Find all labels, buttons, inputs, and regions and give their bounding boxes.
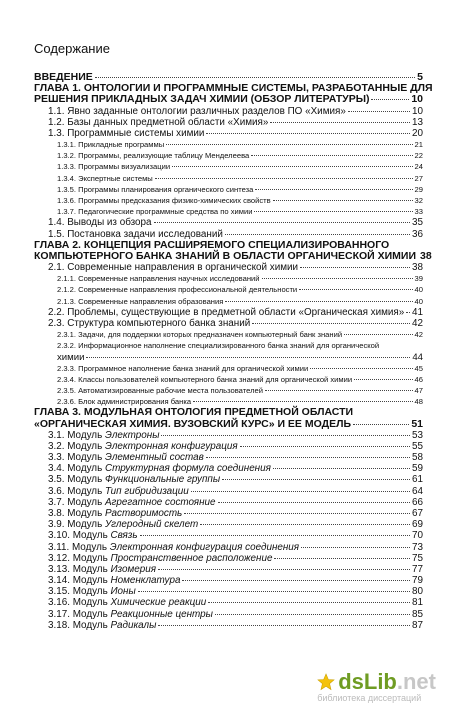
toc-entry-title: 2.3. Структура компьютерного банка знаний [48, 317, 251, 329]
toc-entry-number: 3.8. Модуль [48, 508, 103, 520]
toc-entry [48, 229, 423, 240]
dot-leader [218, 492, 411, 503]
dot-leader [371, 89, 409, 100]
dot-leader [206, 123, 410, 134]
toc-module-name: Радикалы [110, 619, 157, 631]
toc-entry-title: 1.3.5. Программы планирования органического синтеза [57, 184, 254, 194]
toc-page-number: 80 [412, 586, 423, 598]
dot-leader [310, 358, 412, 369]
toc-entry-title: 1.4. Выводы из обзора [48, 217, 152, 229]
toc-module-name: Электроны [104, 429, 160, 441]
toc-page-number: 44 [412, 351, 423, 363]
toc-module-name: Реакционные центры [110, 608, 213, 620]
dot-leader [161, 425, 410, 436]
dot-leader [222, 469, 410, 480]
dot-leader [265, 380, 413, 391]
toc-entry-title: 1.3.6. Программы предсказания физико-химических свойств [57, 195, 271, 205]
toc-entry-title: 2.3.5. Автоматизированные рабочие места пользователей [57, 386, 263, 396]
toc-entry-title: 2.3.6. Блок администрирования банка [57, 397, 192, 407]
toc-entry-title: КОМПЬЮТЕРНОГО БАНКА ЗНАНИЙ В ОБЛАСТИ ОРГАНИЧЕСКОЙ ХИМИИ [34, 249, 417, 262]
dot-leader [158, 615, 410, 626]
toc-module-name: Связь [110, 530, 138, 542]
toc-entry-number: 3.18. Модуль [48, 619, 108, 631]
toc-page-number: 35 [412, 217, 423, 229]
toc-entry-number: 3.15. Модуль [48, 586, 108, 598]
toc-page-number: 66 [412, 496, 423, 508]
toc-page-number: 61 [412, 474, 423, 486]
toc-entry [48, 620, 423, 631]
toc-entry-number: 3.7. Модуль [48, 496, 103, 508]
toc-page-number: 33 [414, 207, 423, 217]
toc-entry-title: 1.1. Явно заданные онтологии различных разделов ПО «Химия» [48, 105, 346, 117]
toc-entry-title: ГЛАВА 3. МОДУЛЬНАЯ ОНТОЛОГИЯ ПРЕДМЕТНОЙ ОБЛАСТИ [34, 406, 354, 419]
toc-page-number: 85 [412, 608, 423, 620]
toc-entry-title: 2.1.2. Современные направления профессиональной деятельности [57, 285, 298, 295]
toc-page-number: 29 [414, 184, 423, 194]
dot-leader [344, 324, 412, 335]
toc-module-name: Химические реакции [110, 597, 207, 609]
toc-module-name: Электронная конфигурация соединения [109, 541, 300, 553]
toc-page-number: 5 [417, 71, 423, 83]
toc-page-number: 24 [414, 162, 423, 172]
toc-module-name: Агрегатное состояние [104, 496, 216, 508]
dot-leader [86, 347, 410, 358]
toc-page-number: 77 [412, 563, 423, 575]
toc-heading: Содержание [34, 41, 110, 56]
dot-leader [215, 604, 410, 615]
toc-page-number: 79 [412, 575, 423, 587]
toc-entry-title: 2.3.1. Задачи, для поддержки которых предназначен компьютерный банк знаний [57, 330, 343, 340]
dot-leader [354, 369, 412, 380]
toc-page-number: 20 [412, 127, 423, 139]
toc-page-number: 55 [412, 440, 423, 452]
brand-main: dsLib [338, 669, 397, 694]
toc-entry-number: 3.13. Модуль [48, 563, 108, 575]
toc-page-number: 51 [411, 417, 423, 430]
toc-entry-title: 1.3.7. Педагогические программные средства по химии [57, 207, 253, 217]
toc-module-name: Ионы [110, 586, 136, 598]
toc-entry-number: 3.2. Модуль [48, 440, 103, 452]
toc-page-number: 40 [414, 285, 423, 295]
dot-leader [206, 447, 410, 458]
toc-page-number: 46 [414, 374, 423, 384]
toc-page-number: 32 [414, 195, 423, 205]
toc-page-number: 48 [414, 397, 423, 407]
dot-leader [191, 481, 410, 492]
dot-leader [406, 302, 410, 313]
toc-page-number: 67 [412, 508, 423, 520]
toc-page-number: 39 [414, 274, 423, 284]
toc-module-name: Изомерия [110, 563, 157, 575]
toc-page-number: 27 [414, 173, 423, 183]
toc-entry-title: ГЛАВА 2. КОНЦЕПЦИЯ РАСШИРЯЕМОГО СПЕЦИАЛИЗИРОВАННОГО [34, 238, 390, 251]
toc-entry-number: 3.11. Модуль [48, 541, 107, 553]
toc-module-name: Элементный состав [104, 452, 204, 464]
toc-module-name: Растворимость [104, 508, 183, 520]
toc-page-number: 64 [412, 485, 423, 497]
toc-page-number: 41 [412, 306, 423, 318]
toc-entry-title: 1.3. Программные системы химии [48, 127, 205, 139]
toc-page-number: 53 [412, 429, 423, 441]
dslib-watermark [317, 669, 436, 703]
dot-leader [154, 212, 410, 223]
toc-page-number: 10 [411, 93, 423, 106]
toc-module-name: Тип гибридизации [104, 485, 189, 497]
toc-entry-title: 2.3.2. Информационное наполнение специализированного банка знаний для органической [57, 341, 380, 351]
toc-page-number: 21 [414, 140, 423, 150]
toc-page-number: 73 [412, 541, 423, 553]
toc-entry-title: 1.3.2. Программы, реализующие таблицу Менделеева [57, 151, 250, 161]
dot-leader [138, 581, 410, 592]
toc-page-number: 10 [412, 105, 423, 117]
dot-leader [240, 436, 410, 447]
toc-entry-title: 1.3.3. Программы визуализации [57, 162, 171, 172]
toc-entry-number: 3.9. Модуль [48, 519, 103, 531]
toc-page-number: 40 [414, 296, 423, 306]
dot-leader [353, 414, 409, 425]
star-icon [317, 673, 335, 691]
dot-leader [95, 67, 415, 78]
toc-module-name: Электронная конфигурация [104, 440, 238, 452]
toc-page-number: 69 [412, 519, 423, 531]
toc-page-number: 75 [412, 552, 423, 564]
toc-module-name: Пространственное расположение [110, 552, 273, 564]
dot-leader [252, 313, 410, 324]
dot-leader [262, 268, 413, 279]
toc-page-number: 45 [414, 363, 423, 373]
toc-entry-number: 3.1. Модуль [48, 429, 103, 441]
toc-page-number: 70 [412, 530, 423, 542]
toc-entry-number: 3.14. Модуль [48, 575, 108, 587]
toc-page-number: 38 [412, 262, 423, 274]
toc-entry-title: химии [57, 351, 85, 363]
toc-entry-title: 1.3.4. Экспертные системы [57, 173, 153, 183]
dot-leader [166, 134, 412, 145]
dot-leader [225, 291, 412, 302]
toc-entry [57, 329, 423, 340]
dslib-logo [317, 669, 436, 695]
toc-page-number: 13 [412, 116, 423, 128]
dot-leader [348, 101, 410, 112]
toc-page-number: 36 [412, 228, 423, 240]
toc-module-name: Углеродный скелет [104, 519, 199, 531]
dot-leader [172, 156, 412, 167]
dot-leader [155, 168, 413, 179]
toc-entry-number: 3.5. Модуль [48, 474, 103, 486]
dot-leader [193, 391, 412, 402]
toc-entry-number: 3.4. Модуль [48, 463, 103, 475]
toc-entry-title: 1.5. Постановка задачи исследований [48, 228, 223, 240]
toc-entry-title: РЕШЕНИЯ ПРИКЛАДНЫХ ЗАДАЧ ХИМИИ (ОБЗОР ЛИТЕРАТУРЫ) [34, 93, 370, 106]
brand-tld: .net [396, 669, 436, 694]
dot-leader [225, 224, 410, 235]
toc-entry-title: 2.3.4. Классы пользователей компьютерного банка знаний для органической химии [57, 374, 353, 384]
dot-leader [254, 201, 412, 212]
toc-entry-title: 1.3.1. Прикладные программы [57, 140, 165, 150]
toc-entry-number: 3.3. Модуль [48, 452, 103, 464]
toc-entry-title: ГЛАВА 1. ОНТОЛОГИИ И ПРОГРАММНЫЕ СИСТЕМЫ, РАЗРАБОТАННЫЕ ДЛЯ [34, 82, 433, 95]
dot-leader [273, 190, 413, 201]
dot-leader [299, 279, 412, 290]
toc-entry-number: 3.16. Модуль [48, 597, 108, 609]
dot-leader [255, 179, 412, 190]
toc-page-number: 22 [414, 151, 423, 161]
toc-page-number: 47 [414, 386, 423, 396]
toc-entry-title: «ОРГАНИЧЕСКАЯ ХИМИЯ. ВУЗОВСКИЙ КУРС» И ЕЕ МОДЕЛЬ [34, 417, 352, 430]
toc-module-name: Функциональные группы [104, 474, 221, 486]
toc-entry-title: ВВЕДЕНИЕ [34, 71, 93, 83]
toc-page-number: 87 [412, 619, 423, 631]
dot-leader [208, 592, 410, 603]
toc-entry-title: 2.1.3. Современные направления образования [57, 296, 224, 306]
watermark-subtitle: библиотека диссертаций [317, 693, 422, 703]
toc-page-number: 59 [412, 463, 423, 475]
dot-leader [251, 145, 412, 156]
toc-entry-title: 2.1.1. Современные направления научных исследований [57, 274, 260, 284]
dot-leader [140, 525, 410, 536]
toc-page-number: 81 [412, 597, 423, 609]
dot-leader [158, 559, 410, 570]
toc-entry-number: 3.10. Модуль [48, 530, 108, 542]
toc-entry-title: 2.1. Современные направления в органической химии [48, 262, 299, 274]
dot-leader [270, 112, 410, 123]
toc-page-number: 38 [420, 249, 432, 262]
toc-entry-title [48, 620, 156, 631]
dot-leader [182, 570, 410, 581]
toc-entry-title: 2.2. Проблемы, существующие в предметной области «Органическая химия» [48, 306, 405, 318]
toc-page-number: 42 [414, 330, 423, 340]
dot-leader [184, 503, 410, 514]
toc-entry-number: 3.17. Модуль [48, 608, 108, 620]
dot-leader [273, 458, 410, 469]
toc-entry-title: 2.3.3. Программное наполнение банка знаний для органической химии [57, 363, 309, 373]
toc-module-name: Номенклатура [110, 575, 181, 587]
toc-page-number: 58 [412, 452, 423, 464]
dot-leader [274, 548, 410, 559]
toc-page-number: 42 [412, 317, 423, 329]
dot-leader [301, 537, 410, 548]
dot-leader [200, 514, 410, 525]
toc-entry-number: 3.12. Модуль [48, 552, 108, 564]
dot-leader [300, 257, 410, 268]
toc-entry-title: 1.2. Базы данных предметной области «Химия» [48, 116, 269, 128]
toc-entry-number: 3.6. Модуль [48, 485, 103, 497]
toc-module-name: Структурная формула соединения [104, 463, 271, 475]
